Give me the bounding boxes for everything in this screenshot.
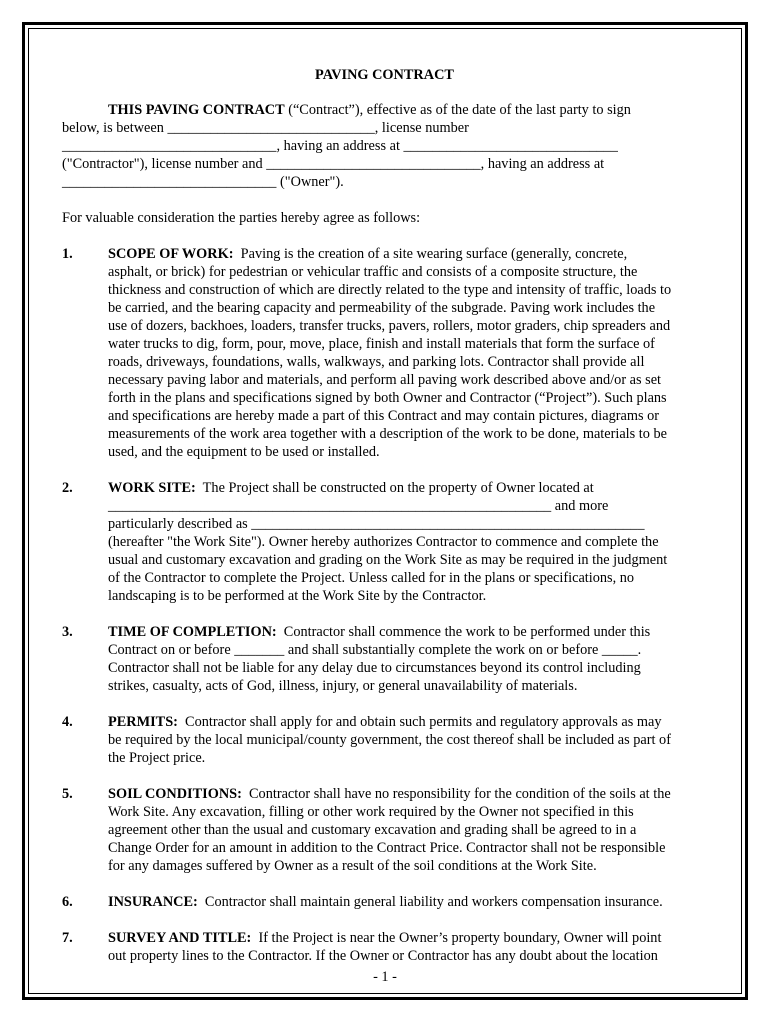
intro-line-1: (“Contract”), effective as of the date of the last party to sign [284, 102, 631, 118]
section-number: 1. [62, 246, 73, 262]
intro-line-3: ______________________________, having an address at ______________________________ [62, 138, 618, 154]
document-title: PAVING CONTRACT [315, 67, 454, 83]
section-line: water trucks to dig, form, pour, move, place, finish and install materials that form the surface of [108, 336, 655, 352]
section-line: strikes, casualty, acts of God, illness, injury, or general unavailability of materials. [108, 678, 578, 694]
section-line: be carried, and the bearing capacity and permeability of the subgrade. Paving work includes the [108, 300, 656, 316]
section-line: forth in the plans and specifications signed by both Owner and Contractor (“Project”). Such plans [108, 390, 667, 406]
section-item [62, 785, 707, 875]
intro-paragraph [62, 101, 707, 191]
intro-bold: THIS PAVING CONTRACT [108, 102, 285, 118]
section-line [108, 623, 707, 641]
section-item [62, 713, 707, 767]
section-number: 5. [62, 786, 73, 802]
section-line: measurements of the work area together with a description of the work to be done, materials to be [108, 426, 667, 442]
section-line [108, 713, 707, 731]
intro-line-4: ("Contractor"), license number and ______________________________, having an address at [62, 156, 605, 172]
section-line [108, 929, 707, 947]
section-item [62, 623, 707, 695]
section-item [62, 893, 707, 911]
section-line [108, 479, 707, 497]
document-page [62, 66, 707, 965]
section-number: 6. [62, 894, 73, 910]
section-number: 7. [62, 930, 73, 946]
section-heading: TIME OF COMPLETION: [108, 624, 277, 640]
section-line: the Project price. [108, 750, 206, 766]
section-text: Contractor shall commence the work to be performed under this [276, 624, 651, 640]
section-text: Paving is the creation of a site wearing surface (generally, concrete, [233, 246, 628, 262]
section-item [62, 929, 707, 965]
section-text: Contractor shall maintain general liability and workers compensation insurance. [197, 894, 663, 910]
section-line: Change Order for an amount in addition to the Contract Price. Contractor shall not be responsible [108, 840, 666, 856]
section-line: thickness and construction of which are directly related to the type and intensity of traffic, loads to [108, 282, 672, 298]
section-text: Contractor shall have no responsibility for the condition of the soils at the [241, 786, 671, 802]
section-heading: WORK SITE: [108, 480, 196, 496]
section-line: ______________________________________________________________ and more [108, 498, 609, 514]
section-line: of the Contractor to complete the Project. Unless called for in the plans or specifications, no [108, 570, 635, 586]
section-line: use of dozers, backhoes, loaders, transfer trucks, pavers, rollers, motor graders, chip spreaders and [108, 318, 671, 334]
section-line: for any damages suffered by Owner as a result of the soil conditions at the Work Site. [108, 858, 597, 874]
section-text: If the Project is near the Owner’s property boundary, Owner will point [251, 930, 662, 946]
section-line: roads, driveways, foundations, walls, walkways, and parking lots. Contractor shall provide all [108, 354, 645, 370]
section-line: landscaping is to be performed at the Work Site by the Contractor. [108, 588, 487, 604]
section-number: 3. [62, 624, 73, 640]
section-line: Work Site. Any excavation, filling or other work required by the Owner not specified in this [108, 804, 634, 820]
section-text: The Project shall be constructed on the property of Owner located at [195, 480, 594, 496]
section-number: 4. [62, 714, 73, 730]
sections-list [62, 245, 707, 965]
section-line [108, 245, 707, 263]
section-line: particularly described as _______________________________________________________ [108, 516, 645, 532]
section-line: agreement other than the usual and customary excavation and grading shall be agreed to in a [108, 822, 637, 838]
section-line: out property lines to the Contractor. If the Owner or Contractor has any doubt about the location [108, 948, 658, 964]
section-line: (hereafter "the Work Site"). Owner hereby authorizes Contractor to commence and complete the [108, 534, 659, 550]
intro-line-2: below, is between _____________________________, license number [62, 120, 469, 136]
section-line: usual and customary excavation and grading on the Work Site as may be required in the judgment [108, 552, 668, 568]
section-heading: INSURANCE: [108, 894, 198, 910]
section-line: Contractor shall not be liable for any delay due to circumstances beyond its control including [108, 660, 641, 676]
section-item [62, 479, 707, 605]
section-line: used, and the equipment to be used or installed. [108, 444, 380, 460]
section-heading: SCOPE OF WORK: [108, 246, 234, 262]
page-number: - 1 - [373, 969, 397, 985]
section-heading: SOIL CONDITIONS: [108, 786, 242, 802]
section-line [108, 785, 707, 803]
section-line: necessary paving labor and materials, and perform all paving work described above and/or as set [108, 372, 662, 388]
section-line: and specifications are hereby made a part of this Contract and may contain pictures, diagrams or [108, 408, 660, 424]
consideration-text: For valuable consideration the parties hereby agree as follows: [62, 210, 421, 226]
section-item [62, 245, 707, 461]
section-number: 2. [62, 480, 73, 496]
section-line: Contract on or before _______ and shall substantially complete the work on or before _____. [108, 642, 642, 658]
section-heading: SURVEY AND TITLE: [108, 930, 252, 946]
section-line: asphalt, or brick) for pedestrian or vehicular traffic and consists of a composite structure, the [108, 264, 638, 280]
section-text: Contractor shall apply for and obtain such permits and regulatory approvals as may [177, 714, 662, 730]
section-line: be required by the local municipal/county government, the cost thereof shall be included as part of [108, 732, 671, 748]
section-heading: PERMITS: [108, 714, 178, 730]
section-line [108, 893, 707, 911]
intro-line-5: ______________________________ ("Owner"). [62, 174, 344, 190]
